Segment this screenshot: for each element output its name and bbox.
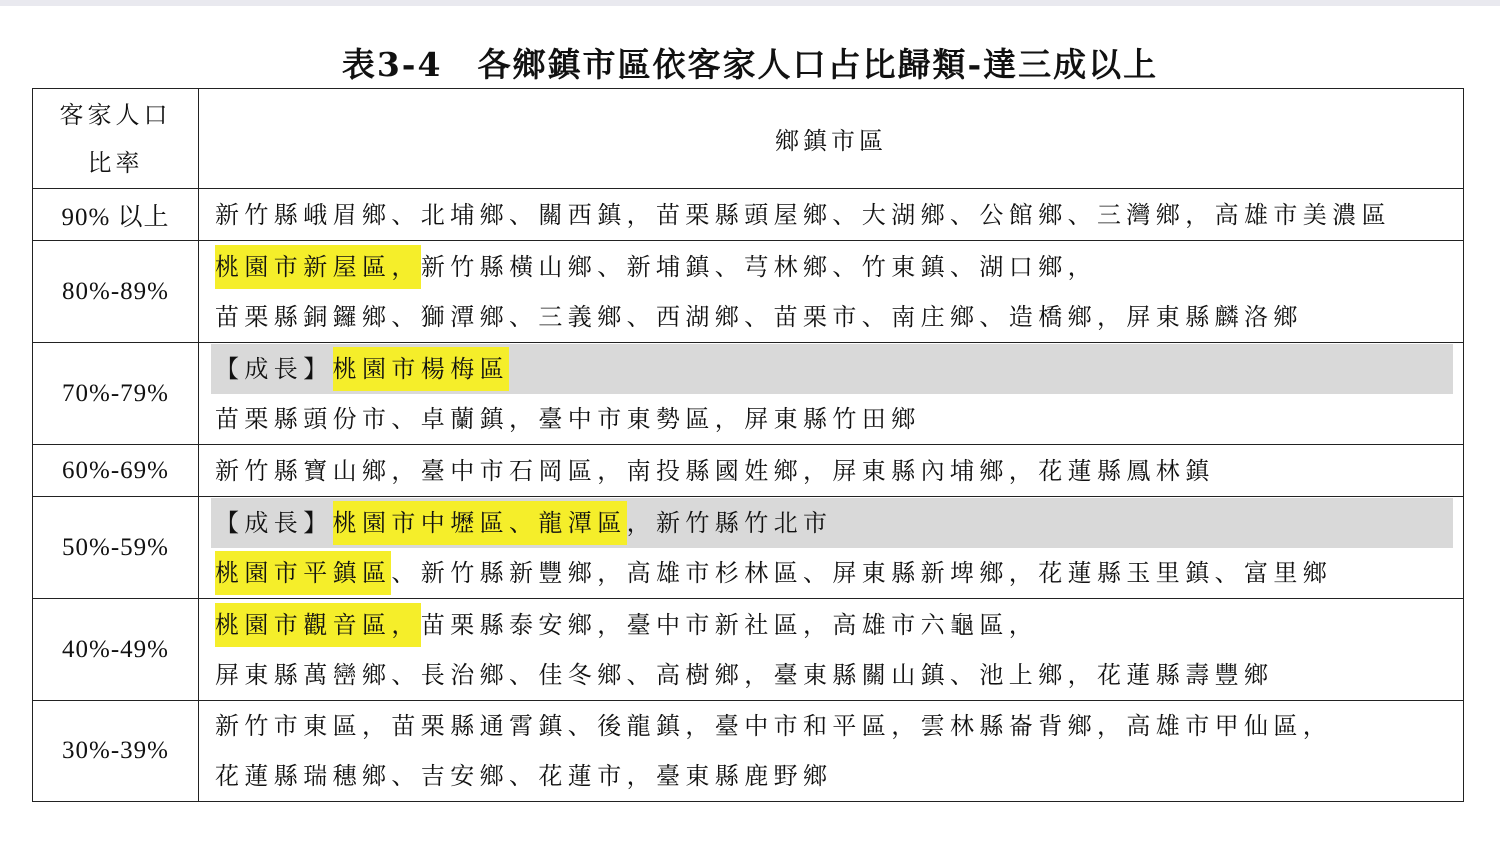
ratio-cell: 40%-49%	[33, 599, 199, 701]
header-ratio-line2: 比率	[87, 148, 144, 177]
towns-text: 新竹市東區，苗栗縣通霄鎮、後龍鎮，臺中市和平區，雲林縣崙背鄉，高雄市甲仙區，	[215, 712, 1333, 740]
towns-text: 苗栗縣頭份市、卓蘭鎮，臺中市東勢區，屏東縣竹田鄉	[215, 404, 921, 433]
towns-cell	[199, 343, 1464, 445]
table-row	[33, 241, 1464, 343]
towns-cell	[199, 599, 1464, 701]
growth-line	[211, 498, 1453, 548]
towns-cell	[199, 241, 1464, 343]
header-towns-cell: 鄉鎮市區	[199, 89, 1464, 189]
towns-line	[211, 650, 1453, 700]
towns-line	[211, 600, 1453, 650]
growth-tag: 【成長】	[215, 354, 333, 383]
towns-cell	[199, 701, 1464, 802]
towns-text: 、新竹縣新豐鄉，高雄市杉林區、屏東縣新埤鄉，花蓮縣玉里鎮、富里鄉	[391, 558, 1333, 587]
towns-line	[211, 446, 1453, 496]
top-divider	[0, 0, 1500, 6]
towns-text: 苗栗縣泰安鄉，臺中市新社區，高雄市六龜區，	[420, 610, 1039, 639]
hakka-population-table	[32, 88, 1464, 802]
towns-line	[211, 190, 1453, 240]
growth-tag: 【成長】	[215, 508, 333, 537]
towns-cell	[199, 497, 1464, 599]
towns-line	[211, 751, 1453, 801]
header-ratio-cell	[33, 89, 199, 189]
towns-line	[211, 394, 1453, 444]
table-row	[33, 701, 1464, 802]
towns-text: 新竹縣峨眉鄉、北埔鄉、關西鎮，苗栗縣頭屋鄉、大湖鄉、公館鄉、三灣鄉，高雄市美濃區	[215, 200, 1391, 229]
ratio-cell: 70%-79%	[33, 343, 199, 445]
towns-text: 新竹縣橫山鄉、新埔鎮、芎林鄉、竹東鎮、湖口鄉，	[420, 252, 1098, 281]
highlighted-town: 桃園市中壢區、龍潭區	[333, 501, 627, 545]
table-title: 表3-4 各鄉鎮市區依客家人口占比歸類-達三成以上	[341, 45, 1159, 84]
highlighted-town: 桃園市新屋區，	[215, 245, 421, 289]
towns-line	[211, 548, 1453, 598]
highlighted-town: 桃園市楊梅區	[333, 347, 509, 391]
towns-text: 新竹縣寶山鄉，臺中市石岡區，南投縣國姓鄉，屏東縣內埔鄉，花蓮縣鳳林鎮	[215, 456, 1215, 485]
table-row	[33, 599, 1464, 701]
towns-cell	[199, 445, 1464, 497]
ratio-cell: 50%-59%	[33, 497, 199, 599]
ratio-cell: 90% 以上	[33, 189, 199, 241]
growth-line	[211, 344, 1453, 394]
ratio-cell: 60%-69%	[33, 445, 199, 497]
table-row	[33, 189, 1464, 241]
table-row	[33, 497, 1464, 599]
table-row	[33, 343, 1464, 445]
towns-text: 苗栗縣銅鑼鄉、獅潭鄉、三義鄉、西湖鄉、苗栗市、南庄鄉、造橋鄉，屏東縣麟洛鄉	[215, 302, 1303, 331]
highlighted-town: 桃園市平鎮區	[215, 551, 391, 595]
ratio-cell: 30%-39%	[33, 701, 199, 802]
towns-text: 屏東縣萬巒鄉、長治鄉、佳冬鄉、高樹鄉，臺東縣關山鎮、池上鄉，花蓮縣壽豐鄉	[215, 660, 1274, 689]
towns-text: ，新竹縣竹北市	[626, 508, 833, 537]
table-row	[33, 445, 1464, 497]
towns-line	[211, 242, 1453, 292]
table-header-row	[33, 89, 1464, 189]
towns-line	[211, 701, 1453, 751]
highlighted-town: 桃園市觀音區，	[215, 603, 421, 647]
towns-cell	[199, 189, 1464, 241]
towns-text: 花蓮縣瑞穗鄉、吉安鄉、花蓮市，臺東縣鹿野鄉	[215, 762, 833, 790]
header-ratio-line1: 客家人口	[59, 100, 172, 129]
towns-line	[211, 292, 1453, 342]
ratio-cell: 80%-89%	[33, 241, 199, 343]
